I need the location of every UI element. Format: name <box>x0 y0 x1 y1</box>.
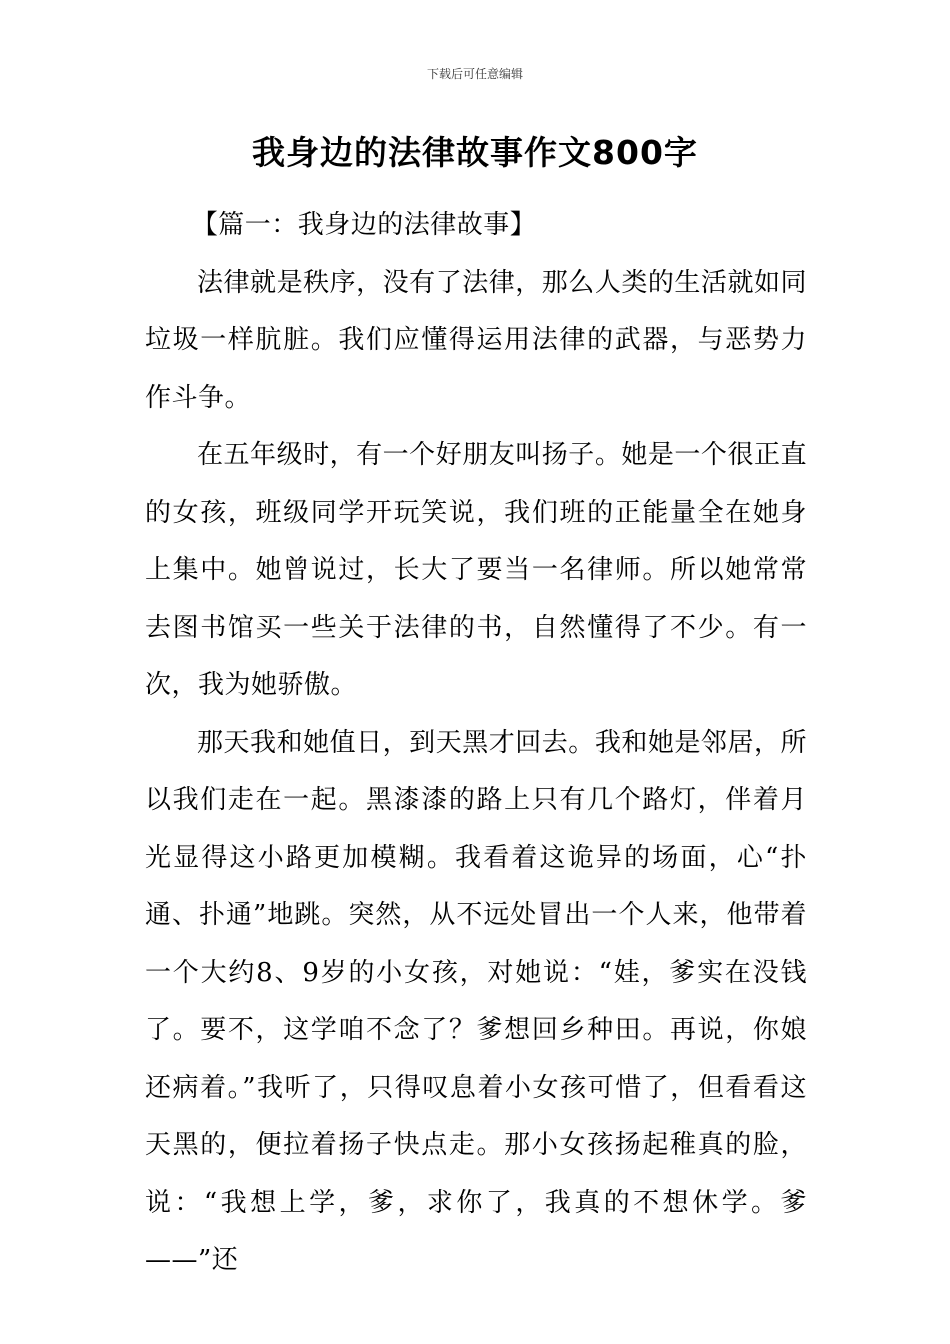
header-note: 下载后可任意编辑 <box>426 67 523 81</box>
document-body <box>145 197 807 1290</box>
paragraph-1: 法律就是秩序，没有了法律，那么人类的生活就如同垃圾一样肮脏。我们应懂得运用法律的武器，与恶势力作斗争。 <box>145 267 807 413</box>
paragraph-3: 那天我和她值日，到天黑才回去。我和她是邻居，所以我们走在一起。黑漆漆的路上只有几个路灯，伴着月光显得这小路更加模糊。我看着这诡异的场面，心“扑通、扑通”地跳。突然，从不远处冒出一个人来，他带着一个大约8、9岁的小女孩，对她说：“娃，爹实在没钱了。要不，这学咱不念了？爹想回乡种田。再说，你娘还病着。”我听了，只得叹息着小女孩可惜了，但看看这天黑的，便拉着扬子快点走。那小女孩扬起稚真的脸，说：“我想上学，爹，求你了，我真的不想休学。爹——”还 <box>145 727 807 1275</box>
section-heading: 【篇一：我身边的法律故事】 <box>191 210 537 240</box>
document-title: 我身边的法律故事作文800字 <box>252 133 698 172</box>
paragraph-2: 在五年级时，有一个好朋友叫扬子。她是一个很正直的女孩，班级同学开玩笑说，我们班的正能量全在她身上集中。她曾说过，长大了要当一名律师。所以她常常去图书馆买一些关于法律的书，自然懂得了不少。有一次，我为她骄傲。 <box>145 440 807 700</box>
